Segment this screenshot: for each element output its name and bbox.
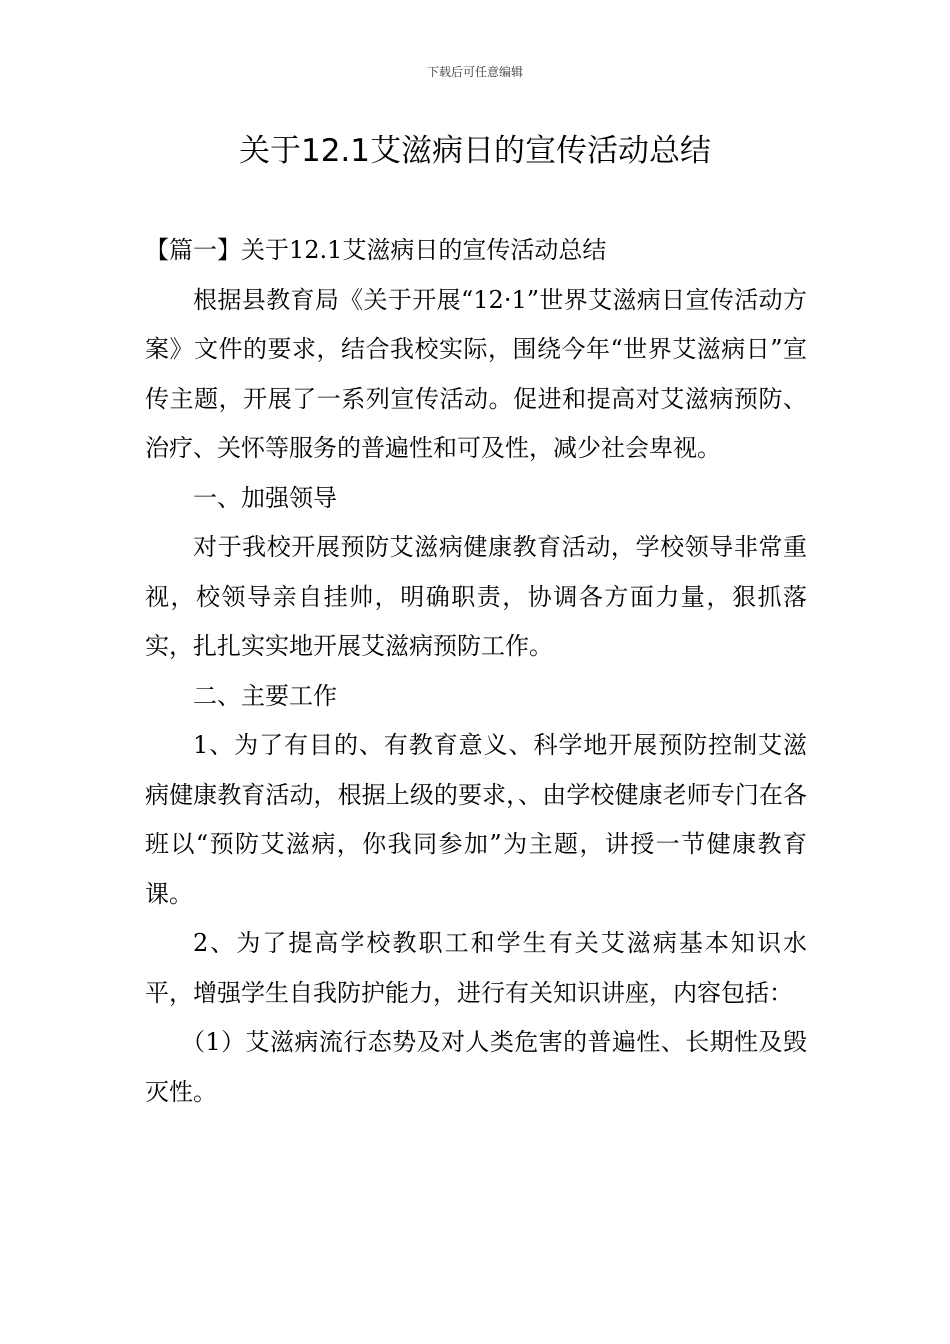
section-heading-part-one: 【篇一】关于12.1艾滋病日的宣传活动总结 [145,236,607,264]
intro-paragraph: 根据县教育局《关于开展“12·1”世界艾滋病日宣传活动方案》文件的要求，结合我校实际，围绕今年“世界艾滋病日”宣传主题，开展了一系列宣传活动。促进和提高对艾滋病预防、治疗、关怀等服务的普遍性和可及性，减少社会卑视。 [145,285,807,462]
header-note: 下载后可任意编辑 [426,65,523,79]
section-heading-leadership: 一、加强领导 [193,483,337,512]
work-item-2: 2、为了提高学校教职工和学生有关艾滋病基本知识水平，增强学生自我防护能力，进行有关知识讲座，内容包括： [145,929,807,1007]
section-heading-main-work: 二、主要工作 [193,681,337,710]
document-title: 关于12.1艾滋病日的宣传活动总结 [238,133,712,169]
leadership-paragraph: 对于我校开展预防艾滋病健康教育活动，学校领导非常重视，校领导亲自挂帅，明确职责，协调各方面力量，狠抓落实，扎扎实实地开展艾滋病预防工作。 [145,533,807,660]
document-body [145,226,807,1117]
work-item-1: 1、为了有目的、有教育意义、科学地开展预防控制艾滋病健康教育活动，根据上级的要求，、由学校健康老师专门在各班以“预防艾滋病，你我同参加”为主题，讲授一节健康教育课。 [145,731,807,908]
work-sub-item-1: （1）艾滋病流行态势及对人类危害的普遍性、长期性及毁灭性。 [145,1028,807,1106]
